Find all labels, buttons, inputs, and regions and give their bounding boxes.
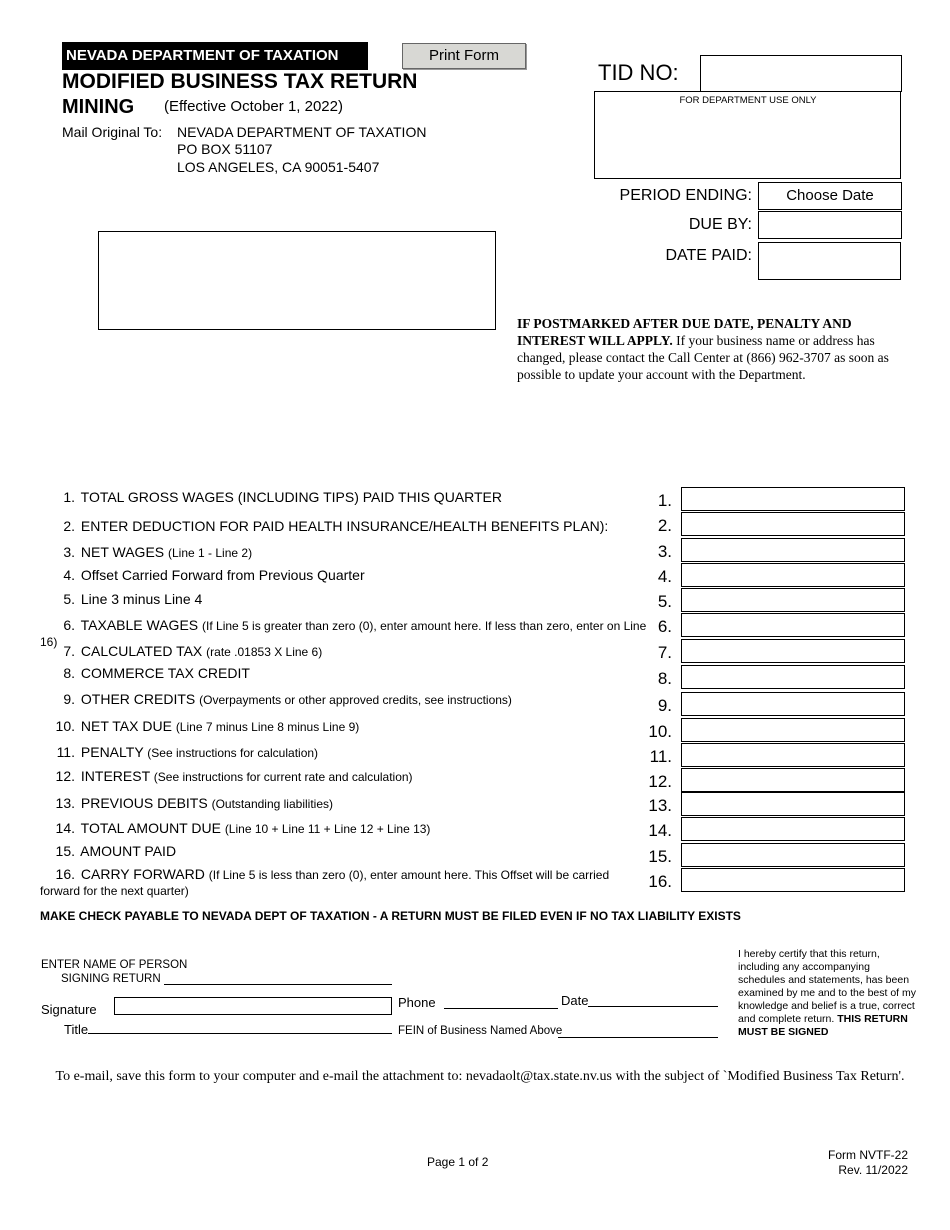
line-1-input[interactable] [681,487,905,511]
line-14-ref: 14. [648,821,672,840]
title-label: Title [64,1022,89,1037]
phone-field[interactable] [444,1008,558,1009]
line-15-label: 15. AMOUNT PAID [55,843,177,859]
line-1-label: 1. TOTAL GROSS WAGES (INCLUDING TIPS) PAID THIS QUARTER [63,489,503,505]
line-12-input[interactable] [681,768,905,792]
mail-address-line-2: PO BOX 51107 [177,141,273,157]
line-2-label: 2. ENTER DEDUCTION FOR PAID HEALTH INSURANCE/HEALTH BENEFITS PLAN): [63,518,609,534]
date-label: Date [561,993,589,1008]
line-9-ref: 9. [657,696,672,715]
line-16-ref: 16. [648,872,672,891]
line-10-label: 10. NET TAX DUE (Line 7 minus Line 8 minus Line 9) [55,718,360,734]
due-by-label: DUE BY: [688,216,752,233]
form-id: Form NVTF-22 [827,1148,908,1162]
certification-statement: I hereby certify that this return, including any accompanying schedules and statements, has been examined by me and to the best of my knowledge and belief is a true, correct and complete return. THIS RETURN MUST BE SIGNED [738,948,917,1038]
line-12-ref: 12. [648,772,672,791]
signature-date-field[interactable] [588,1006,718,1007]
effective-date: (Effective October 1, 2022) [164,98,343,115]
line-6-label: 6. TAXABLE WAGES (If Line 5 is greater than zero (0), enter amount here. If less than zero, enter on Line 16) [40,617,647,649]
mail-address-line-1: NEVADA DEPARTMENT OF TAXATION [177,124,427,140]
name-label-line-2: SIGNING RETURN [61,973,161,985]
title-field[interactable] [88,1033,392,1034]
tid-label: TID NO: [598,60,679,85]
line-14-input[interactable] [681,817,905,841]
page-number: Page 1 of 2 [427,1155,489,1169]
date-paid-label: DATE PAID: [665,247,752,264]
email-instructions: To e-mail, save this form to your computer and e-mail the attachment to: nevadaolt@tax.state.nv.us with the subject of `Modified Business Tax Return'. [55,1069,905,1084]
line-8-ref: 8. [657,669,672,688]
must-be-signed-notice: THIS RETURN MUST BE SIGNED [738,1013,908,1038]
signature-label: Signature [41,1002,97,1017]
line-6-input[interactable] [681,613,905,637]
line-7-label: 7. CALCULATED TAX (rate .01853 X Line 6) [63,643,323,659]
mail-address-line-3: LOS ANGELES, CA 90051-5407 [177,159,380,175]
line-11-label: 11. PENALTY (See instructions for calculation) [56,744,319,760]
fein-field[interactable] [558,1037,718,1038]
phone-label: Phone [398,995,436,1010]
line-10-ref: 10. [648,722,672,741]
line-7-input[interactable] [681,639,905,663]
name-of-signer-field[interactable] [164,984,392,985]
line-15-ref: 15. [648,847,672,866]
line-3-ref: 3. [657,542,672,561]
signature-field[interactable] [114,997,392,1015]
line-6-ref: 6. [657,617,672,636]
line-4-ref: 4. [657,567,672,586]
date-paid-input[interactable] [758,242,901,280]
line-4-label: 4. Offset Carried Forward from Previous Quarter [63,567,365,583]
line-2-input[interactable] [681,512,905,536]
form-subtitle: MINING [62,96,135,118]
form-title: MODIFIED BUSINESS TAX RETURN [62,70,418,93]
period-ending-date-picker[interactable]: Choose Date [758,182,902,210]
penalty-notice [517,315,912,383]
tid-input[interactable] [700,55,902,92]
line-14-label: 14. TOTAL AMOUNT DUE (Line 10 + Line 11 + Line 12 + Line 13) [55,820,431,836]
line-11-ref: 11. [649,747,672,766]
line-13-input[interactable] [681,792,905,816]
line-15-input[interactable] [681,843,905,867]
period-ending-label: PERIOD ENDING: [619,187,752,204]
line-9-label: 9. OTHER CREDITS (Overpayments or other approved credits, see instructions) [63,691,512,707]
line-16-label: 16. CARRY FORWARD (If Line 5 is less than zero (0), enter amount here. This Offset will be carried forward for the next quarter) [40,866,610,898]
penalty-notice-bold: IF POSTMARKED AFTER DUE DATE, PENALTY AND INTEREST WILL APPLY. [517,316,852,348]
due-by-input[interactable] [758,211,902,239]
line-11-input[interactable] [681,743,905,767]
print-form-button[interactable]: Print Form [402,43,526,69]
line-8-input[interactable] [681,665,905,689]
line-3-input[interactable] [681,538,905,562]
line-9-input[interactable] [681,692,905,716]
agency-banner: NEVADA DEPARTMENT OF TAXATION [62,42,368,70]
taxpayer-name-address-box[interactable] [98,231,496,330]
line-8-label: 8. COMMERCE TAX CREDIT [63,665,250,681]
name-label-line-1: ENTER NAME OF PERSON [41,959,188,971]
line-7-ref: 7. [657,643,672,662]
line-10-input[interactable] [681,718,905,742]
check-payable-notice: MAKE CHECK PAYABLE TO NEVADA DEPT OF TAXATION - A RETURN MUST BE FILED EVEN IF NO TAX LIABILITY EXISTS [40,909,741,923]
fein-label: FEIN of Business Named Above [398,1025,563,1037]
line-5-label: 5. Line 3 minus Line 4 [63,591,203,607]
form-revision: Rev. 11/2022 [838,1163,908,1177]
mail-label: Mail Original To: [62,124,163,140]
line-2-ref: 2. [657,516,672,535]
line-5-input[interactable] [681,588,905,612]
line-13-ref: 13. [648,796,672,815]
line-5-ref: 5. [657,592,672,611]
line-3-label: 3. NET WAGES (Line 1 - Line 2) [63,544,253,560]
line-13-label: 13. PREVIOUS DEBITS (Outstanding liabilities) [55,795,333,811]
line-12-label: 12. INTEREST (See instructions for current rate and calculation) [55,768,413,784]
department-use-label: FOR DEPARTMENT USE ONLY [679,95,817,106]
penalty-notice-text: If your business name or address has changed, please contact the Call Center at (866) 962-3707 as soon as possible to update your account with the Department. [517,333,889,382]
line-1-ref: 1. [657,491,672,510]
line-16-input[interactable] [681,868,905,892]
line-4-input[interactable] [681,563,905,587]
